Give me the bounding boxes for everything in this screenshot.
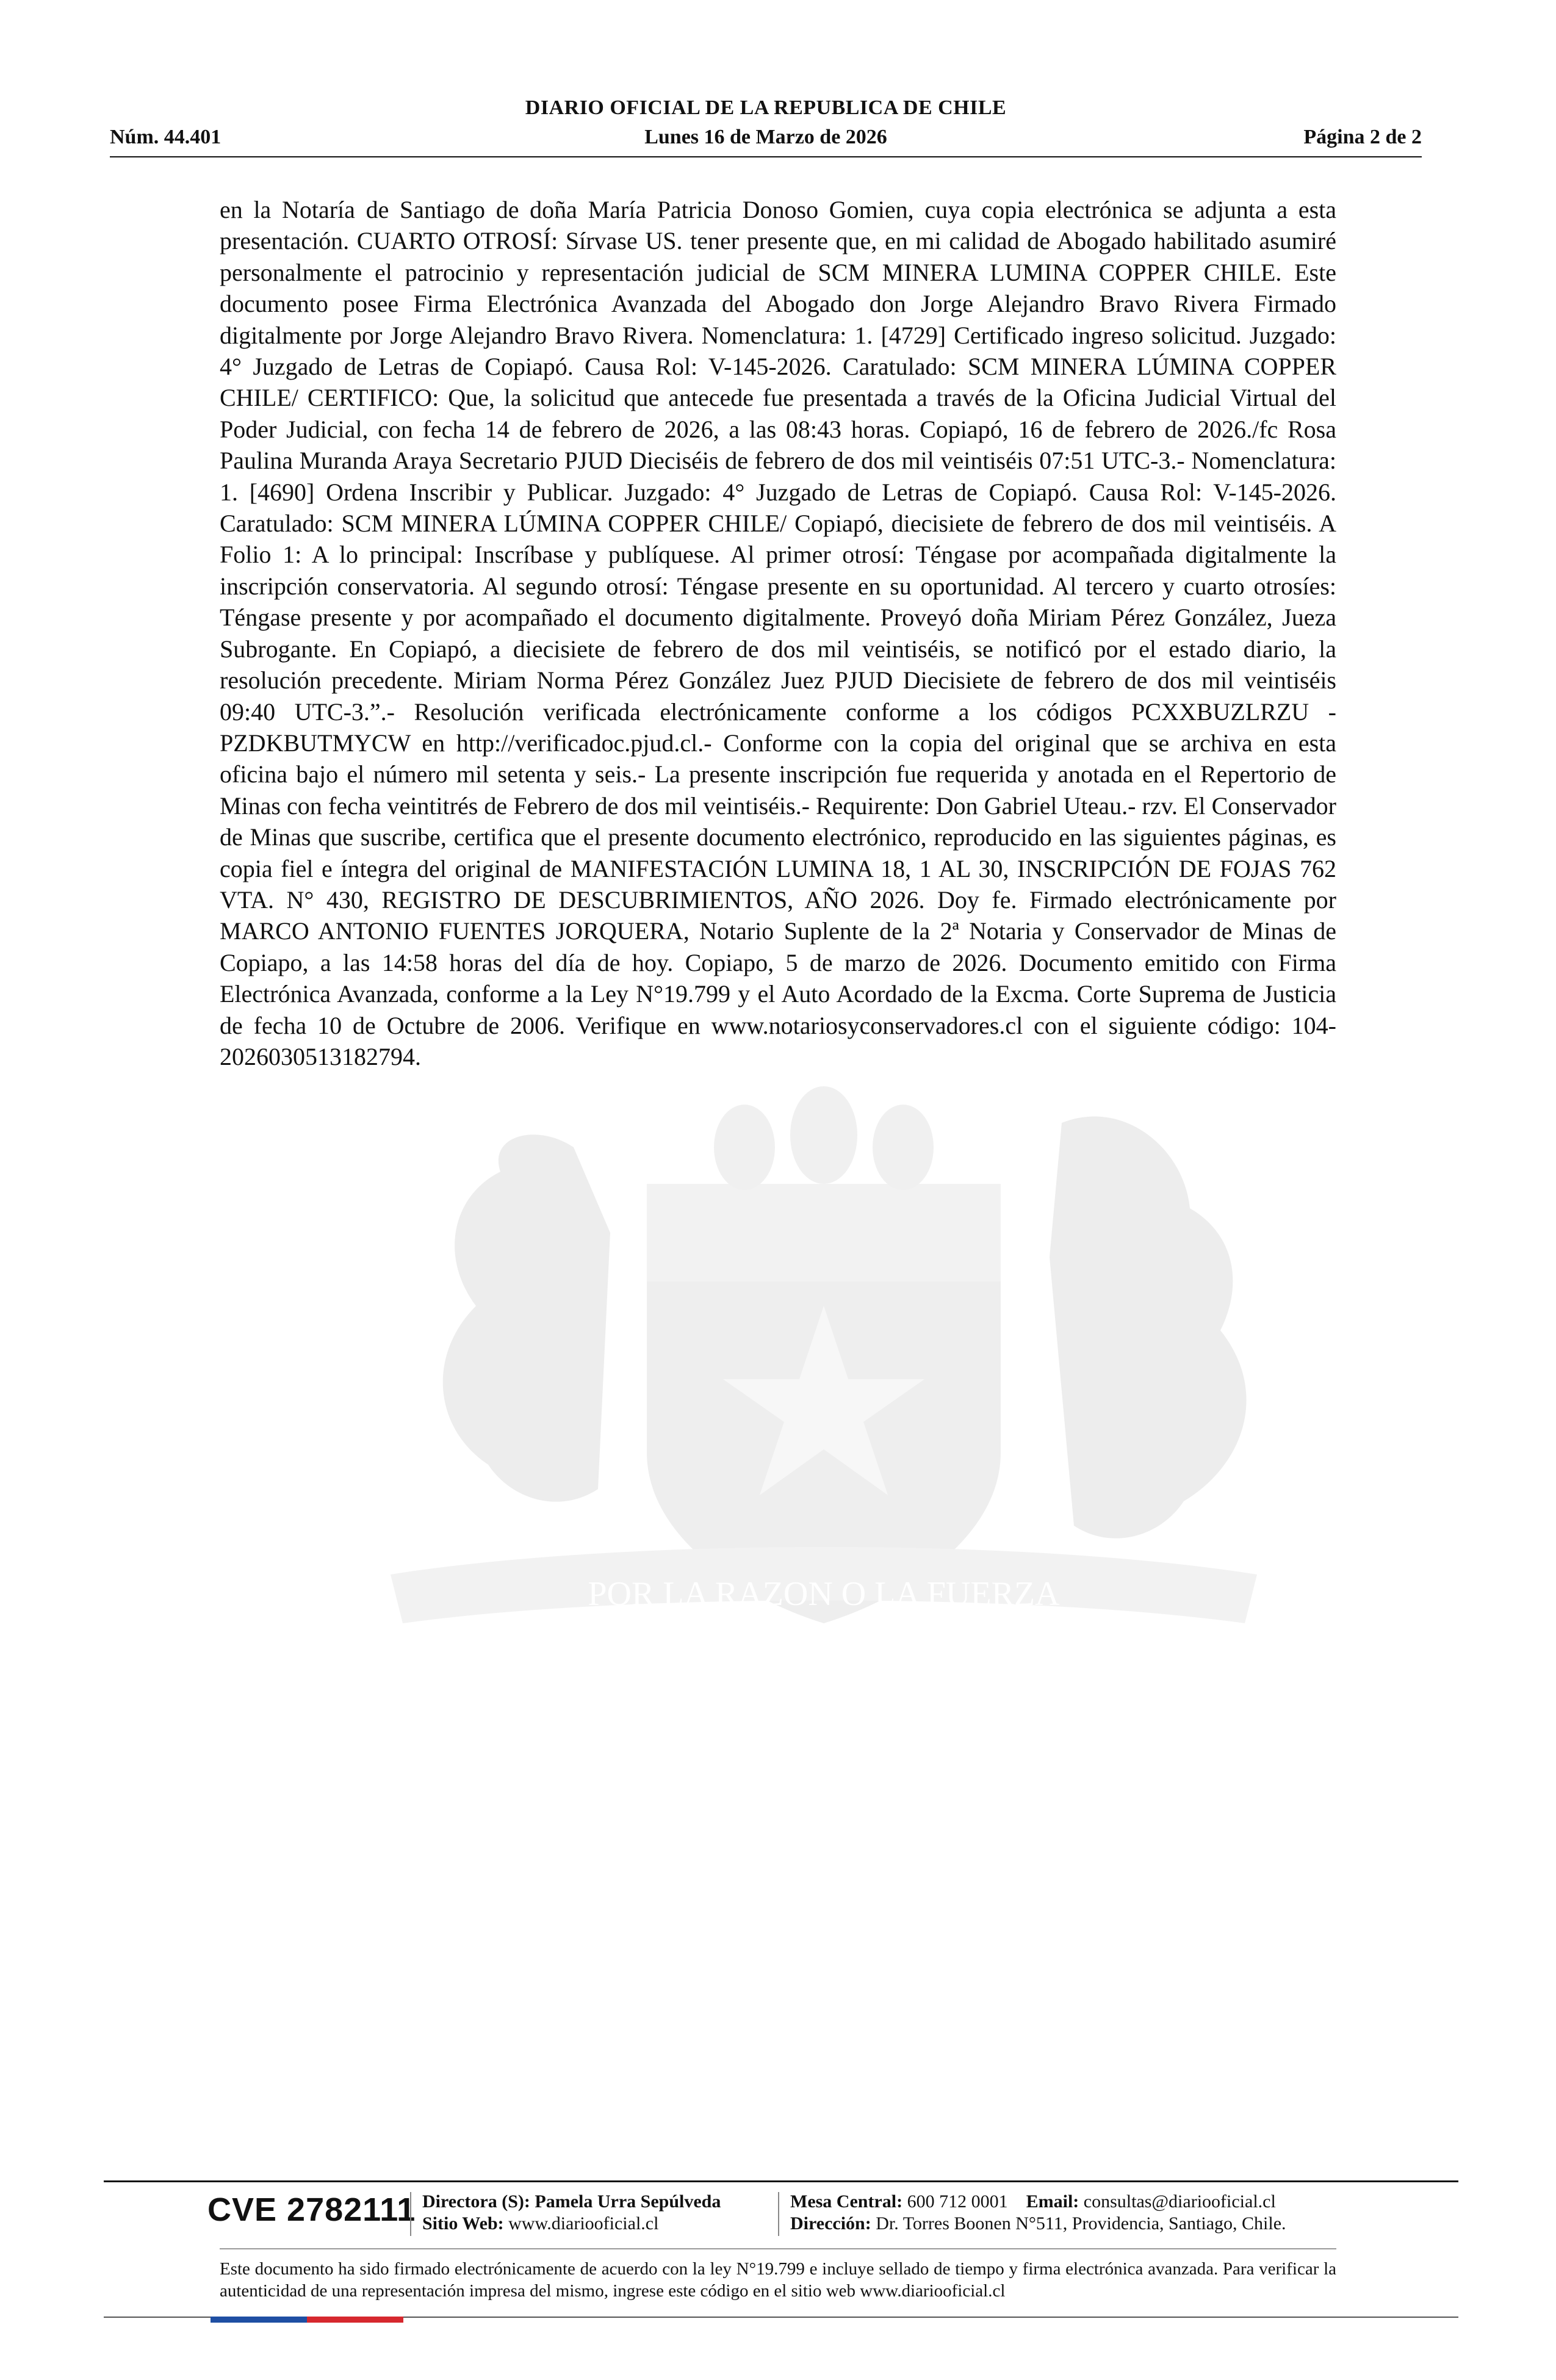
issue-number: Núm. 44.401 <box>110 126 222 148</box>
email-label: Email: <box>1026 2191 1079 2212</box>
chile-coat-of-arms-icon <box>317 1074 1330 1684</box>
flag-stripe-blue <box>211 2317 307 2323</box>
header-divider <box>110 156 1422 157</box>
document-body-text: en la Notaría de Santiago de doña María Patricia Donoso Gomien, cuya copia electrónica se adjunta a esta presentación. CUARTO OTROSÍ: Sírvase US. tener presente que, en mi calidad de Abogado habilitado asumiré personalmente el patrocinio y representación judicial de SCM MINERA LUMINA COPPER CHILE. Este documento posee Firma Electrónica Avanzada del Abogado don Jorge Alejandro Bravo Rivera Firmado digitalmente por Jorge Alejandro Bravo Rivera. Nomenclatura: 1. [4729] Certificado ingreso solicitud. Juzgado: 4° Juzgado de Letras de Copiapó. Causa Rol: V-145-2026. Caratulado: SCM MINERA LÚMINA COPPER CHILE/ CERTIFICO: Que, la solicitud que antecede fue presentada a través de la Oficina Judicial Virtual del Poder Judicial, con fecha 14 de febrero de 2026, a las 08:43 horas. Copiapó, 16 de febrero de 2026./fc Rosa Paulina Muranda Araya Secretario PJUD Dieciséis de febrero de dos mil veintiséis 07:51 UTC-3.- Nomenclatura: 1. [4690] Ordena Inscribir y Publicar. Juzgado: 4° Juzgado de Letras de Copiapó. Causa Rol: V-145-2026. Caratulado: SCM MINERA LÚMINA COPPER CHILE/ Copiapó, diecisiete de febrero de dos mil veintiséis. A Folio 1: A lo principal: Inscríbase y publíquese. Al primer otrosí: Téngase por acompañada digitalmente la inscripción conservatoria. Al segundo otrosí: Téngase presente en su oportunidad. Al tercero y cuarto otrosíes: Téngase presente y por acompañado el documento digitalmente. Proveyó doña Miriam Pérez González, Jueza Subrogante. En Copiapó, a diecisiete de febrero de dos mil veintiséis, se notificó por el estado diario, la resolución precedente. Miriam Norma Pérez González Juez PJUD Diecisiete de febrero de dos mil veintiséis 09:40 UTC-3.”.- Resolución verificada electrónicamente conforme a los códigos PCXXBUZLRZU - PZDKBUTMYCW en http://verificadoc.pjud.cl.- Conforme con la copia del original que se archiva en esta oficina bajo el número mil setenta y seis.- La presente inscripción fue requerida y anotada en el Repertorio de Minas con fecha veintitrés de Febrero de dos mil veintiséis.- Requirente: Don Gabriel Uteau.- rzv. El Conservador de Minas que suscribe, certifica que el presente documento electrónico, reproducido en las siguientes páginas, es copia fiel e íntegra del original de MANIFESTACIÓN LUMINA 18, 1 AL 30, INSCRIPCIÓN DE FOJAS 762 VTA. N° 430, REGISTRO DE DESCUBRIMIENTOS, AÑO 2026. Doy fe. Firmado electrónicamente por MARCO ANTONIO FUENTES JORQUERA, Notario Suplente de la 2ª Notaria y Conservador de Minas de Copiapo, a las 14:58 horas del día de hoy. Copiapo, 5 de marzo de 2026. Documento emitido con Firma Electrónica Avanzada, conforme a la Ley N°19.799 y el Auto Acordado de la Excma. Corte Suprema de Justicia de fecha 10 de Octubre de 2006. Verifique en www.notariosyconservadores.cl con el siguiente código: 104-2026030513182794. <box>220 196 1336 1070</box>
phone-label: Mesa Central: <box>790 2191 903 2212</box>
page-indicator: Página 2 de 2 <box>1303 126 1422 148</box>
publication-title: DIARIO OFICIAL DE LA REPUBLICA DE CHILE <box>525 96 1007 119</box>
footer-divider-mid <box>220 2248 1336 2249</box>
signature-notice: Este documento ha sido firmado electrónicamente de acuerdo con la ley N°19.799 e incluye sellado de tiempo y firma electrónica avanzada. Para verificar la autenticidad de una representación impresa del mismo, ingrese este código en el sitio web www.diariooficial.cl <box>220 2259 1336 2301</box>
phone-value: 600 712 0001 <box>907 2191 1008 2212</box>
footer-divider-top <box>104 2180 1458 2182</box>
director-label: Directora (S): <box>422 2191 530 2212</box>
page-header <box>110 96 1422 157</box>
footer-separator <box>778 2192 779 2236</box>
director-name: Pamela Urra Sepúlveda <box>535 2191 721 2212</box>
footer-separator <box>410 2192 411 2236</box>
cve-code: CVE 2782111 <box>207 2191 416 2228</box>
header-meta-row <box>110 126 1422 153</box>
site-label: Sitio Web: <box>422 2213 504 2234</box>
site-link[interactable]: www.diariooficial.cl <box>508 2213 659 2234</box>
address-label: Dirección: <box>790 2213 871 2234</box>
email-link[interactable]: consultas@diariooficial.cl <box>1083 2191 1276 2212</box>
issue-date: Lunes 16 de Marzo de 2026 <box>644 126 887 148</box>
footer-contact-block <box>790 2191 1286 2235</box>
footer-director-block <box>422 2191 721 2235</box>
flag-stripe-red <box>307 2317 403 2323</box>
watermark-motto: POR LA RAZON O LA FUERZA <box>588 1575 1060 1613</box>
address-value: Dr. Torres Boonen N°511, Providencia, Santiago, Chile. <box>876 2213 1286 2234</box>
